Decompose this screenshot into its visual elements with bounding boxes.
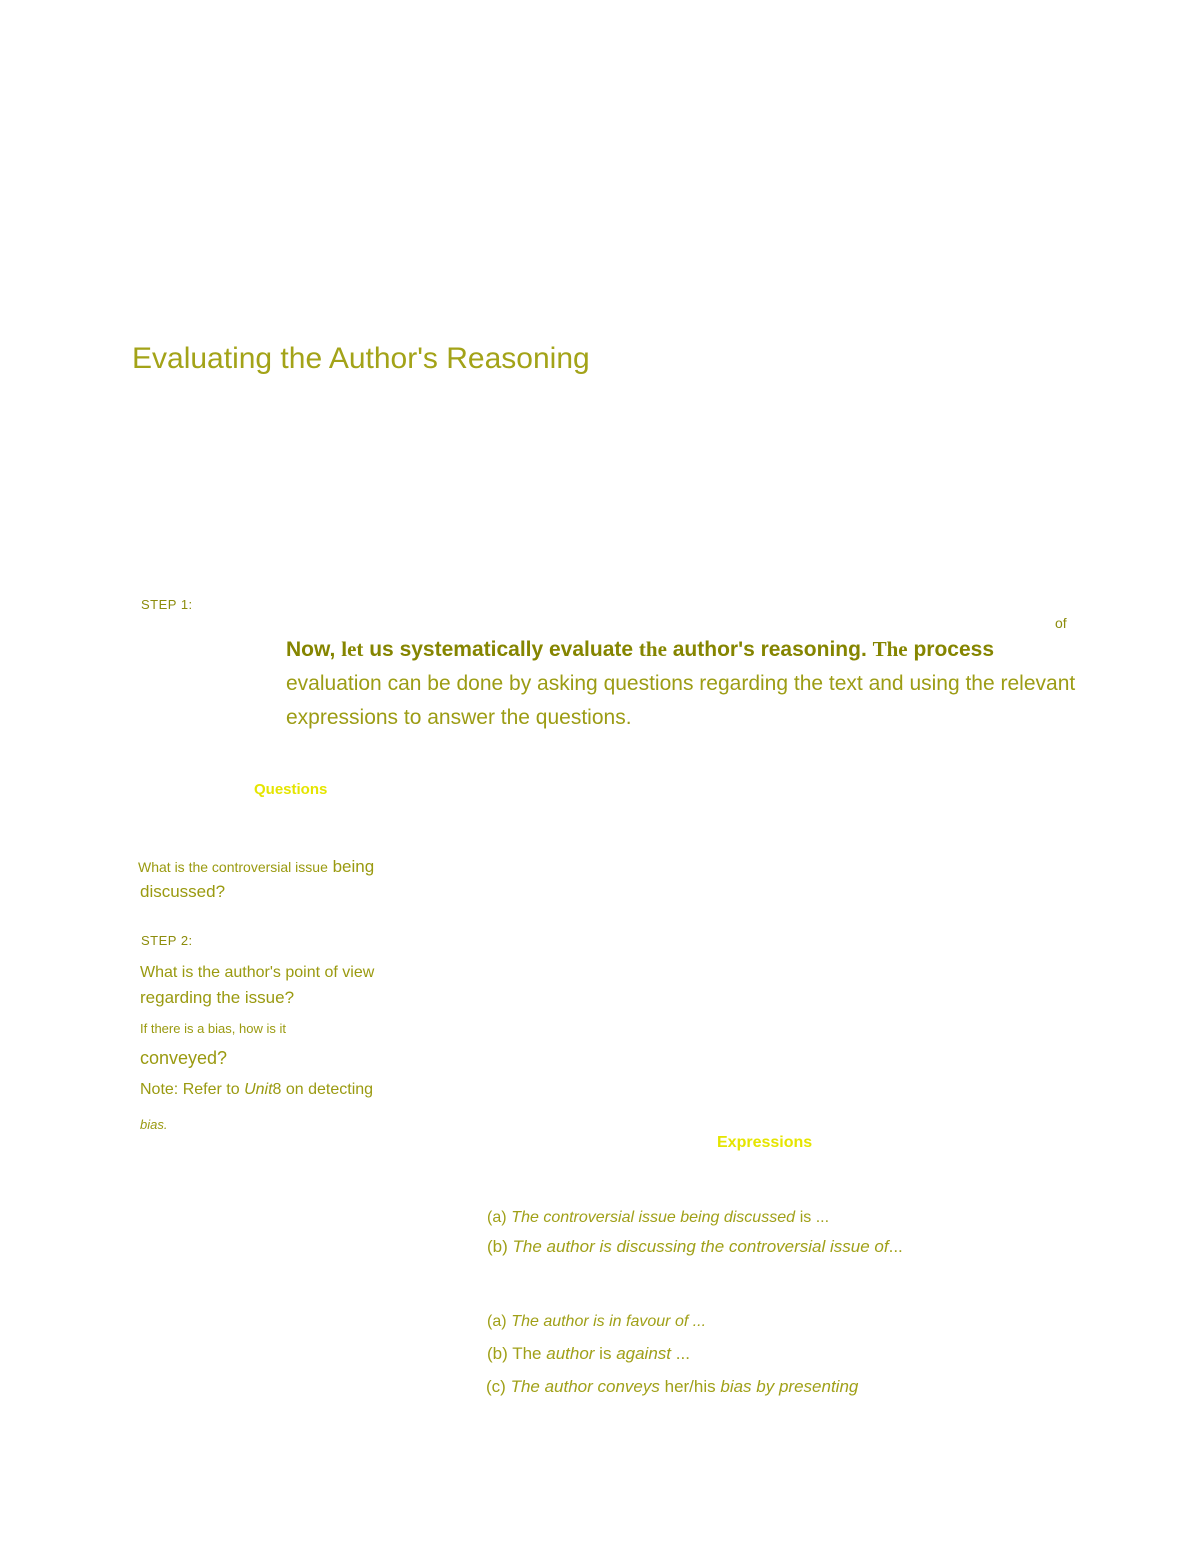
expression-2c-marker: (c) [486,1377,506,1396]
step-2-label: STEP 2: [141,933,193,948]
question-1-line-2: discussed? [140,882,226,901]
expression-1a-text: The controversial issue being discussed [511,1209,795,1226]
intro-the: the [638,637,667,661]
stray-of-text: of [1055,615,1067,631]
expression-1b-marker: (b) [487,1237,508,1256]
expressions-heading: Expressions [717,1134,813,1151]
note-unit: Unit [244,1081,273,1098]
expression-2b-against: against [616,1344,672,1363]
expression-1b [487,1237,903,1257]
expression-2c-end: bias by presenting [720,1377,859,1396]
intro-evaluate: us systematically evaluate [369,638,634,661]
intro-paragraph [286,632,1076,735]
page-title: Evaluating the Author's Reasoning [132,342,590,375]
note-prefix: Note: Refer to [140,1081,240,1098]
expression-2b [487,1344,690,1364]
questions-heading: Questions [254,781,328,798]
expression-2a-text: The author is in favour of ... [511,1313,707,1330]
expression-2c-herhis: her/his [664,1377,716,1396]
expression-1b-text: The author is discussing the controversial issue of [512,1237,889,1256]
intro-process: process [913,638,995,661]
question-1-line-1 [138,857,374,877]
note-suffix: 8 on detecting [272,1081,374,1098]
note-bias: bias. [140,1117,168,1132]
question-2-line-1: What is the author's point of view [140,964,375,981]
expression-2b-author: author [546,1344,595,1363]
question-2-line-2: regarding the issue? [140,988,295,1007]
question-2-note [140,1081,373,1099]
intro-rest: evaluation can be done by asking questions regarding the text and using the relevant expressions to answer the questions. [286,672,1076,729]
question-1-part-b: being [332,857,375,876]
expression-1a-marker: (a) [487,1209,507,1226]
expression-1a [487,1207,829,1227]
expression-1a-end: is ... [799,1209,830,1226]
intro-the-2: The [872,637,908,661]
expression-2b-marker: (b) The [487,1344,542,1363]
expression-2a [487,1311,706,1331]
question-2-line-6 [140,1114,167,1134]
question-1-part-a: What is the controversial issue [138,859,328,875]
step-1-label: STEP 1: [141,597,193,612]
expression-1b-end: ... [888,1237,903,1256]
expression-2b-is: is [599,1344,612,1363]
expression-2b-end: ... [675,1344,690,1363]
question-2-line-3 [140,1018,286,1038]
intro-reasoning: author's reasoning. [672,638,867,661]
expression-2a-marker: (a) [487,1313,507,1330]
intro-let: let [341,637,364,661]
question-2-line-4: conveyed? [140,1048,228,1068]
expression-2c [486,1377,858,1397]
expression-2c-text: The author conveys [510,1377,660,1396]
intro-now: Now, [286,638,336,661]
question-2-line-3-text: If there is a bias, how is it [140,1021,286,1036]
